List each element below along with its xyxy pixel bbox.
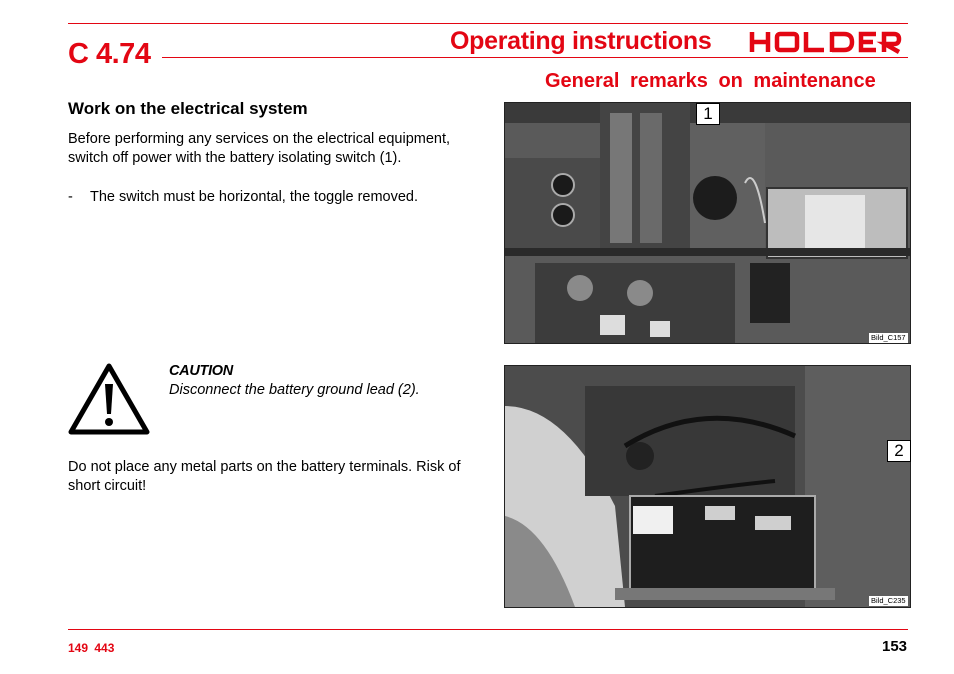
header-top-rule: [68, 23, 908, 24]
bullet-dash: -: [68, 189, 73, 205]
photo-id-label: Bild_C235: [871, 596, 906, 605]
caution-text: Disconnect the battery ground lead (2).: [169, 382, 420, 398]
caution-label: CAUTION: [169, 363, 233, 379]
header-middle-rule: [162, 57, 908, 58]
section-code: C 4.74: [68, 38, 151, 70]
photo-callout-2: 2: [887, 440, 911, 462]
page-number: 153: [882, 638, 908, 655]
document-title: Operating instructions: [450, 27, 712, 55]
holder-logo-text: [902, 30, 903, 31]
holder-logo-mark: [748, 30, 902, 54]
risk-note: Do not place any metal parts on the battery terminals. Risk of short circuit!: [68, 459, 461, 494]
photo-battery-ground-lead: [504, 365, 911, 608]
photo-id-label: Bild_C157: [871, 333, 906, 342]
part-number: 149 443: [68, 641, 115, 655]
photo-callout-1: 1: [696, 103, 720, 125]
section-heading: Work on the electrical system: [68, 99, 308, 118]
bullet-item: [68, 188, 488, 207]
caution-block: [169, 362, 420, 400]
section-subtitle: General remarks on maintenance: [545, 70, 876, 92]
warning-triangle-icon: [67, 362, 151, 436]
holder-logo: [748, 30, 902, 54]
bullet-text: The switch must be horizontal, the toggle removed.: [90, 189, 419, 205]
footer-rule: [68, 629, 908, 630]
photo-battery-isolating-switch: [504, 102, 911, 344]
intro-paragraph: Before performing any services on the electrical equipment, switch off power with the battery isolating switch (1).: [68, 131, 451, 166]
